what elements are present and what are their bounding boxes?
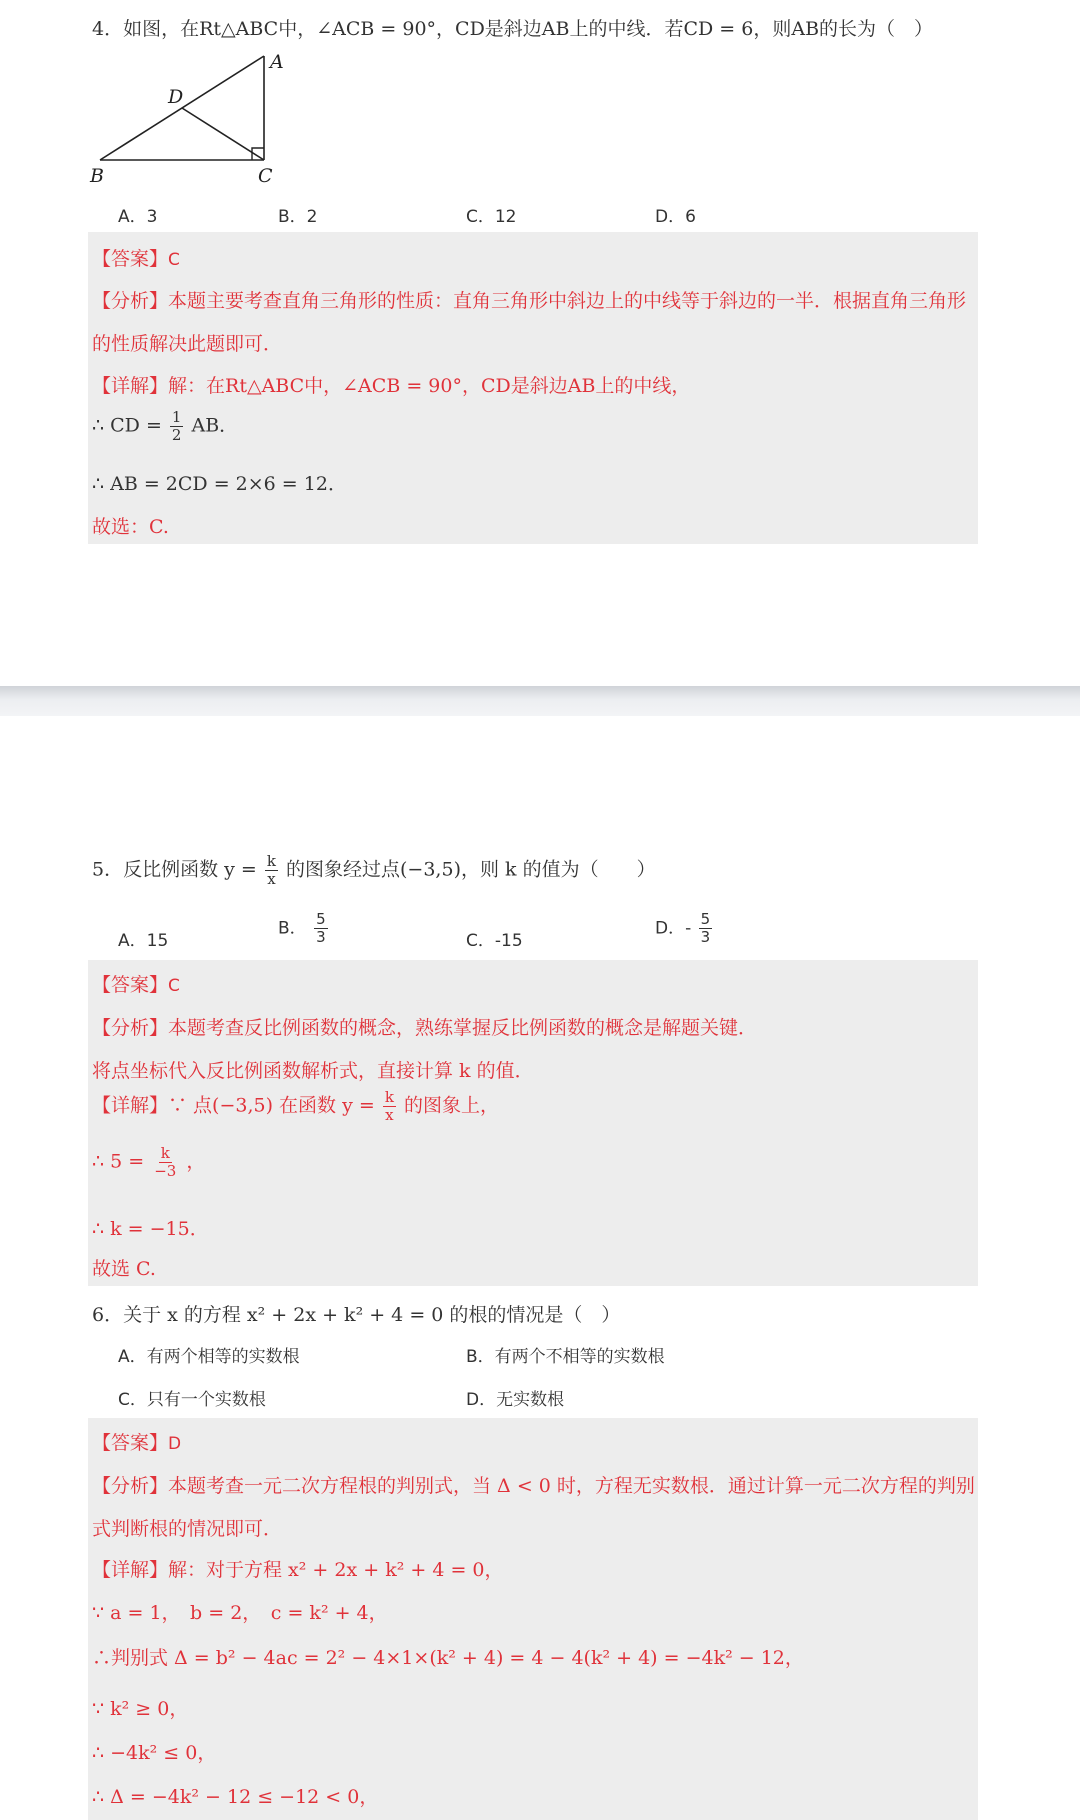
frac-den: −3 [154,1162,177,1180]
frac-num: 1 [171,408,182,426]
q5-option-d-label: D．- [655,918,692,939]
q6-answer: D [168,1434,182,1454]
q5-detail-2-post: ， [186,1150,206,1173]
q5-option-a: A．15 [118,931,169,951]
q4-solution-box [88,232,978,544]
q4-detail-2-pre: ∴ CD = [92,414,162,437]
q5-stem [92,854,656,887]
q5-detail-2-pre: ∴ 5 = [92,1150,145,1173]
q4-conclusion: 故选：C. [92,516,169,538]
q4-answer: C [168,250,180,270]
q5-detail-1-post: 的图象上， [403,1094,499,1117]
q6-detail-line-2: ∵ a = 1， b = 2， c = k² + 4， [92,1602,388,1624]
page-gap [0,686,1080,716]
fraction-one-half [170,410,184,443]
analysis-tag: 【分析】 [92,1475,169,1497]
q6-detail-line-3: ∴判别式 Δ = b² − 4ac = 2² − 4×1×(k² + 4) = 4 − 4(k² + 4) = −4k² − 12， [92,1647,804,1669]
q5-answer-line [92,970,180,997]
q5-option-b-label: B． [278,918,307,939]
q5-option-b [278,912,330,945]
q5-stem-post: 的图象经过点(−3,5)，则 k 的值为（ ） [286,858,656,881]
q6-analysis-line-2: 式判断根的情况即可． [92,1518,283,1540]
q6-stem: 6．关于 x 的方程 x² + 2x + k² + 4 = 0 的根的情况是（ ） [92,1304,621,1326]
fraction-k-over-x [265,854,278,887]
q5-conclusion: 故选 C. [92,1258,156,1280]
frac-den: 2 [171,426,182,444]
label-a: A [270,51,284,73]
q4-analysis-line-2: 的性质解决此题即可． [92,333,283,355]
fraction-k-over-neg3 [152,1146,178,1179]
q4-option-d: D．6 [655,207,696,227]
frac-den: x [385,1106,394,1124]
analysis-tag: 【分析】 [92,290,169,312]
q5-detail-line-1 [92,1090,499,1123]
frac-num: k [384,1088,394,1106]
frac-den: 3 [316,928,326,946]
label-d: D [168,86,184,108]
q4-answer-line [92,244,180,271]
frac-num: 5 [700,910,711,928]
fraction-five-thirds [699,912,713,945]
detail-tag: 【详解】 [92,1094,169,1117]
label-c: C [258,165,273,187]
q4-detail-2-post: AB． [191,414,239,437]
q4-detail-text-1: 解：在Rt△ABC中，∠ACB = 90°，CD是斜边AB上的中线， [168,375,691,397]
q4-detail-line-2 [92,410,238,443]
q5-solution-box [88,960,978,1286]
q6-analysis-line-1 [92,1471,975,1498]
page-2 [0,716,1080,1820]
fraction-k-over-x [383,1090,396,1123]
answer-tag: 【答案】 [92,974,169,996]
q6-detail-line-5: ∴ −4k² ≤ 0， [92,1742,217,1764]
q4-stem: 4．如图，在Rt△ABC中，∠ACB = 90°，CD是斜边AB上的中线．若CD = 6，则AB的长为（ ） [92,18,934,40]
answer-tag: 【答案】 [92,248,169,270]
q6-answer-line [92,1428,181,1455]
q4-analysis-text-1: 本题主要考查直角三角形的性质：直角三角形中斜边上的中线等于斜边的一半．根据直角三角形 [168,290,967,312]
q5-detail-line-3: ∴ k = −15． [92,1218,209,1240]
page-1 [0,0,1080,686]
frac-den: x [267,870,276,888]
q4-option-c: C．12 [466,207,517,227]
q5-detail-1-pre: ∵ 点(−3,5) 在函数 y = [168,1094,375,1117]
q4-option-a: A．3 [118,207,158,227]
frac-num: 5 [316,910,326,928]
q6-solution-box [88,1418,978,1820]
frac-den: 3 [700,928,711,946]
q4-option-b: B．2 [278,207,318,227]
analysis-tag: 【分析】 [92,1017,169,1039]
q5-analysis-text-1: 本题考查反比例函数的概念，熟练掌握反比例函数的概念是解题关键． [168,1017,758,1039]
frac-num: k [160,1144,170,1162]
q6-option-d: D．无实数根 [466,1390,565,1410]
q4-detail-line-3: ∴ AB = 2CD = 2×6 = 12． [92,473,347,495]
q5-stem-pre: 5．反比例函数 y = [92,858,257,881]
q6-option-c: C．只有一个实数根 [118,1390,266,1410]
q5-detail-line-2 [92,1146,205,1179]
detail-tag: 【详解】 [92,375,169,397]
q6-detail-line-1 [92,1555,504,1582]
answer-tag: 【答案】 [92,1432,169,1454]
q6-detail-line-4: ∵ k² ≥ 0， [92,1698,189,1720]
q4-detail-line-1 [92,371,690,398]
q6-option-b: B．有两个不相等的实数根 [466,1347,665,1367]
label-b: B [90,165,104,187]
q5-option-c: C．-15 [466,931,523,951]
q5-option-d [655,912,714,945]
q5-answer: C [168,976,180,996]
detail-tag: 【详解】 [92,1559,169,1581]
q6-detail-text-1: 解：对于方程 x² + 2x + k² + 4 = 0， [168,1559,504,1581]
fraction-five-thirds [314,912,328,945]
q6-option-a: A．有两个相等的实数根 [118,1347,300,1367]
frac-num: k [266,852,276,870]
q6-analysis-text-1: 本题考查一元二次方程根的判别式，当 Δ < 0 时，方程无实数根．通过计算一元二次方程的判别 [168,1475,975,1497]
q5-analysis-line-1 [92,1013,757,1040]
q6-detail-line-6: ∴ Δ = −4k² − 12 ≤ −12 < 0， [92,1786,379,1808]
triangle-figure [86,48,296,188]
q4-analysis-line-1 [92,286,966,313]
q5-analysis-line-2: 将点坐标代入反比例函数解析式，直接计算 k 的值． [92,1060,534,1082]
